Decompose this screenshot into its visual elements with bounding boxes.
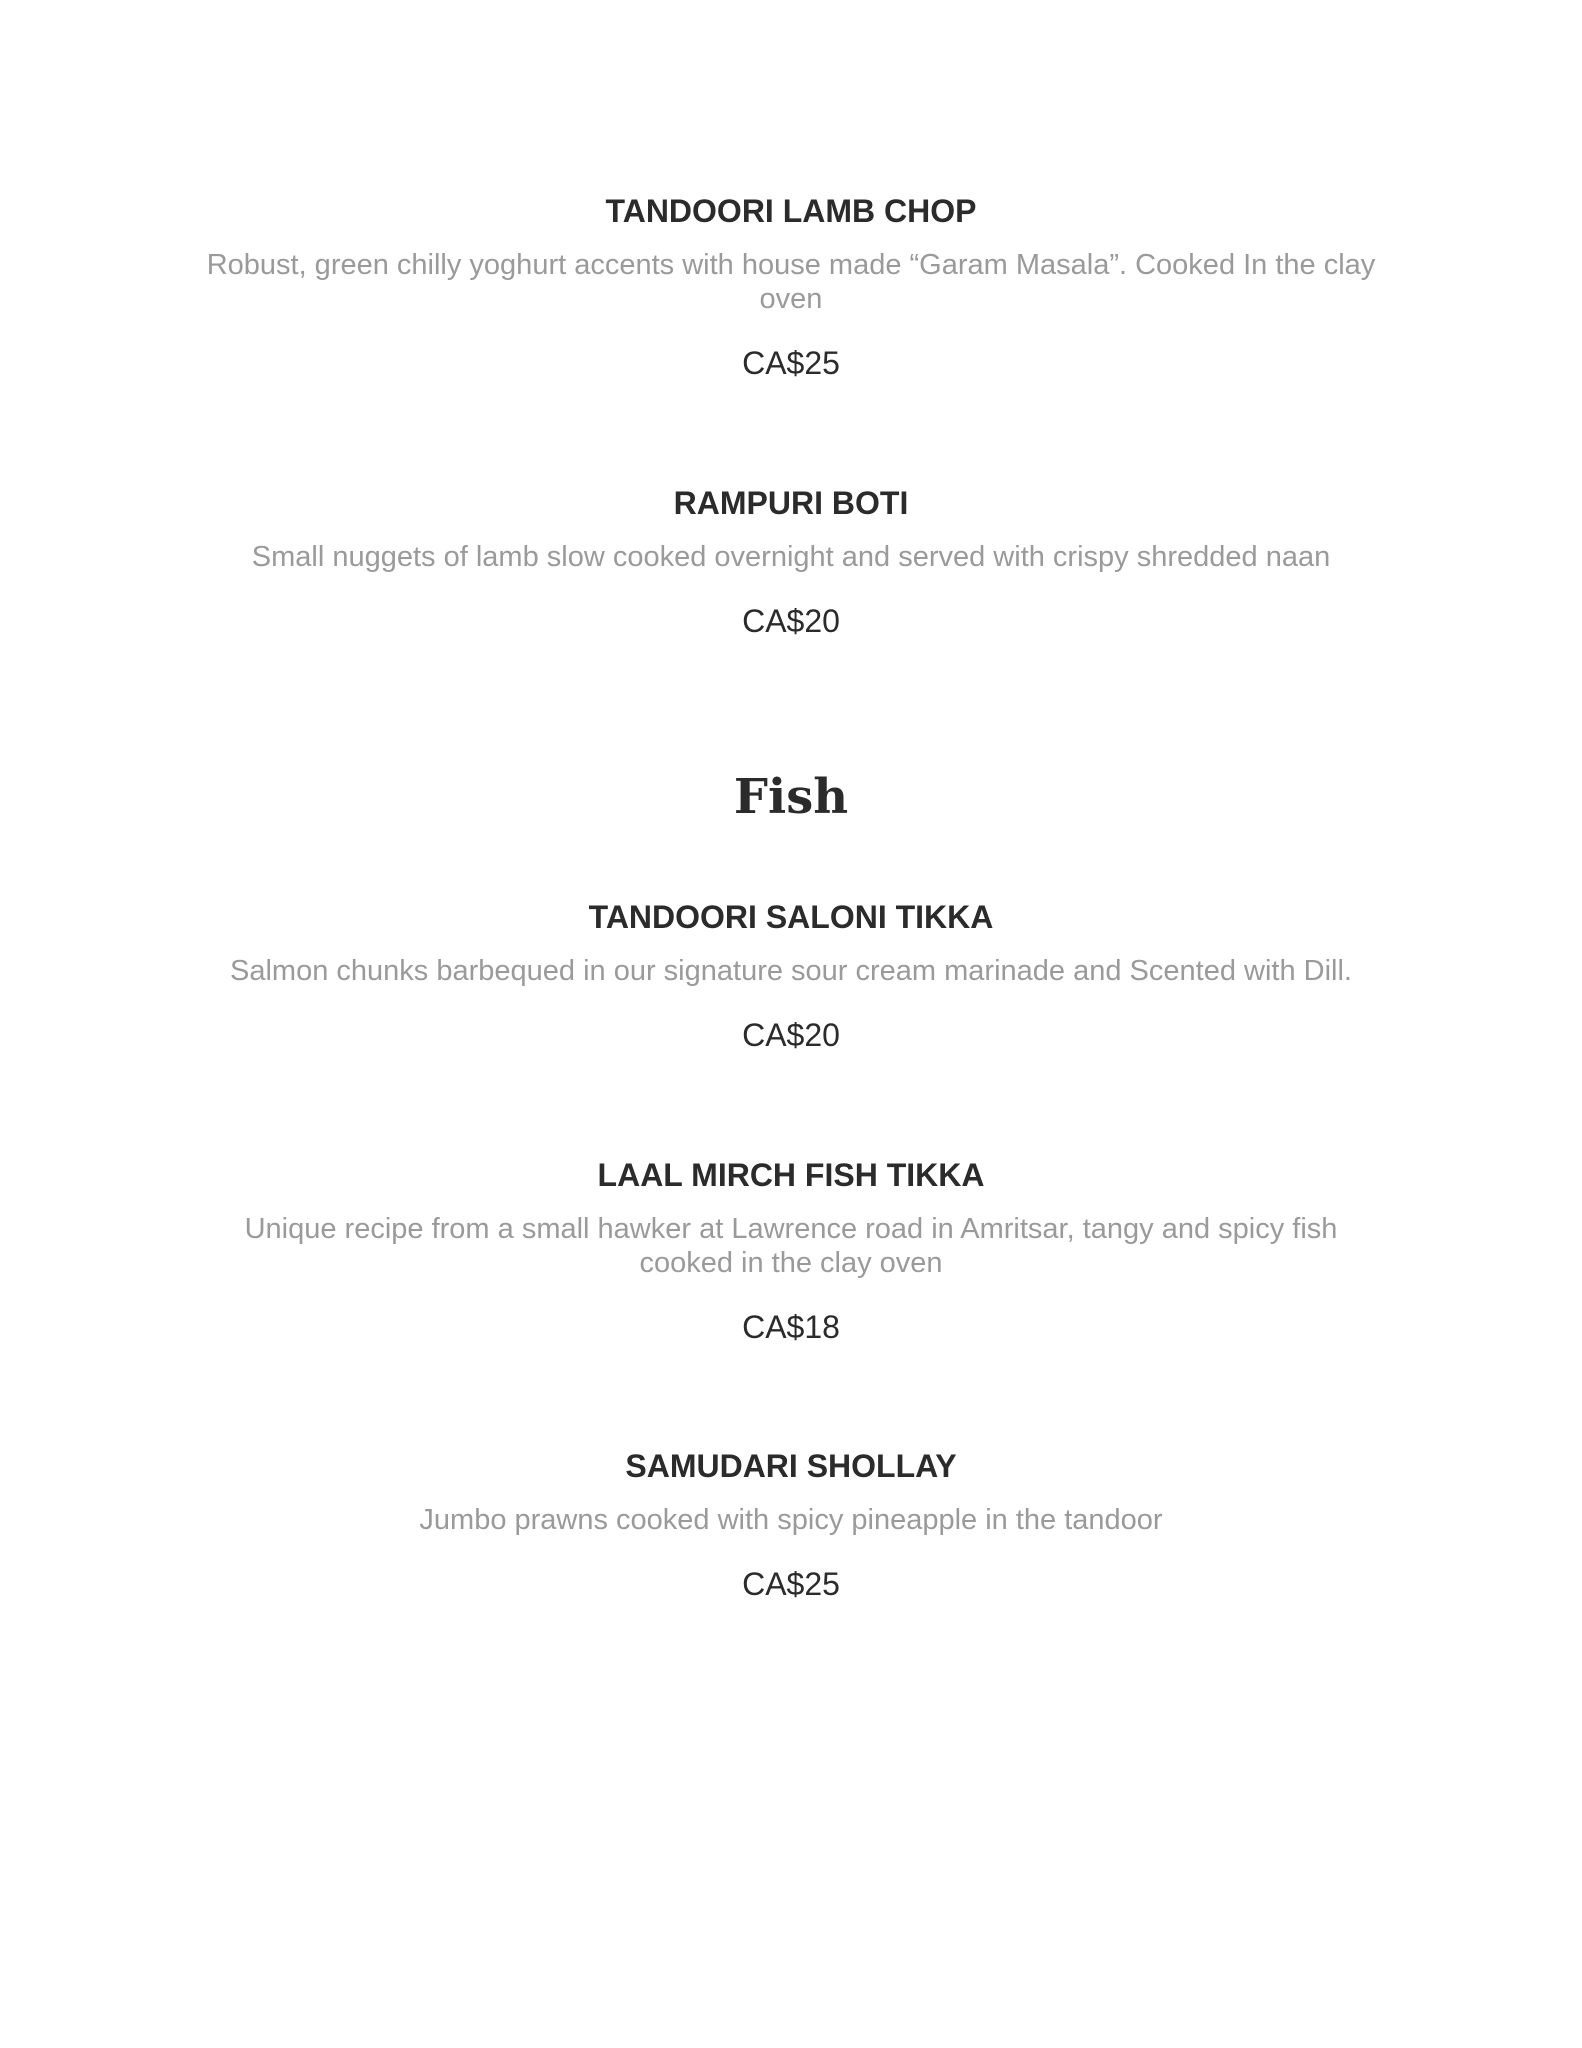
item-name: TANDOORI SALONI TIKKA bbox=[588, 899, 994, 935]
item-description: Unique recipe from a small hawker at Lawrence road in Amritsar, tangy and spicy fish cooked in the clay oven bbox=[244, 1213, 1338, 1279]
item-price: CA$20 bbox=[742, 1017, 840, 1053]
item-name: SAMUDARI SHOLLAY bbox=[625, 1448, 957, 1484]
menu-item-tandoori-lamb-chop bbox=[150, 192, 1432, 382]
item-name: TANDOORI LAMB CHOP bbox=[605, 193, 977, 229]
menu-item-samudari-shollay bbox=[150, 1447, 1432, 1603]
item-price: CA$25 bbox=[742, 345, 840, 381]
item-name: LAAL MIRCH FISH TIKKA bbox=[597, 1157, 985, 1193]
item-price: CA$20 bbox=[742, 603, 840, 639]
menu-item-laal-mirch-fish-tikka bbox=[150, 1156, 1432, 1346]
menu-item-rampuri-boti bbox=[150, 484, 1432, 640]
menu-item-tandoori-saloni-tikka bbox=[150, 898, 1432, 1054]
item-description: Jumbo prawns cooked with spicy pineapple in the tandoor bbox=[419, 1504, 1163, 1536]
item-name: RAMPURI BOTI bbox=[673, 485, 909, 521]
item-price: CA$25 bbox=[742, 1566, 840, 1602]
item-description: Salmon chunks barbequed in our signature sour cream marinade and Scented with Dill. bbox=[230, 955, 1352, 987]
item-description: Small nuggets of lamb slow cooked overnight and served with crispy shredded naan bbox=[251, 541, 1331, 573]
section-title-fish: Fish bbox=[733, 769, 849, 825]
item-description: Robust, green chilly yoghurt accents with house made “Garam Masala”. Cooked In the clay oven bbox=[206, 249, 1376, 315]
item-price: CA$18 bbox=[742, 1309, 840, 1345]
